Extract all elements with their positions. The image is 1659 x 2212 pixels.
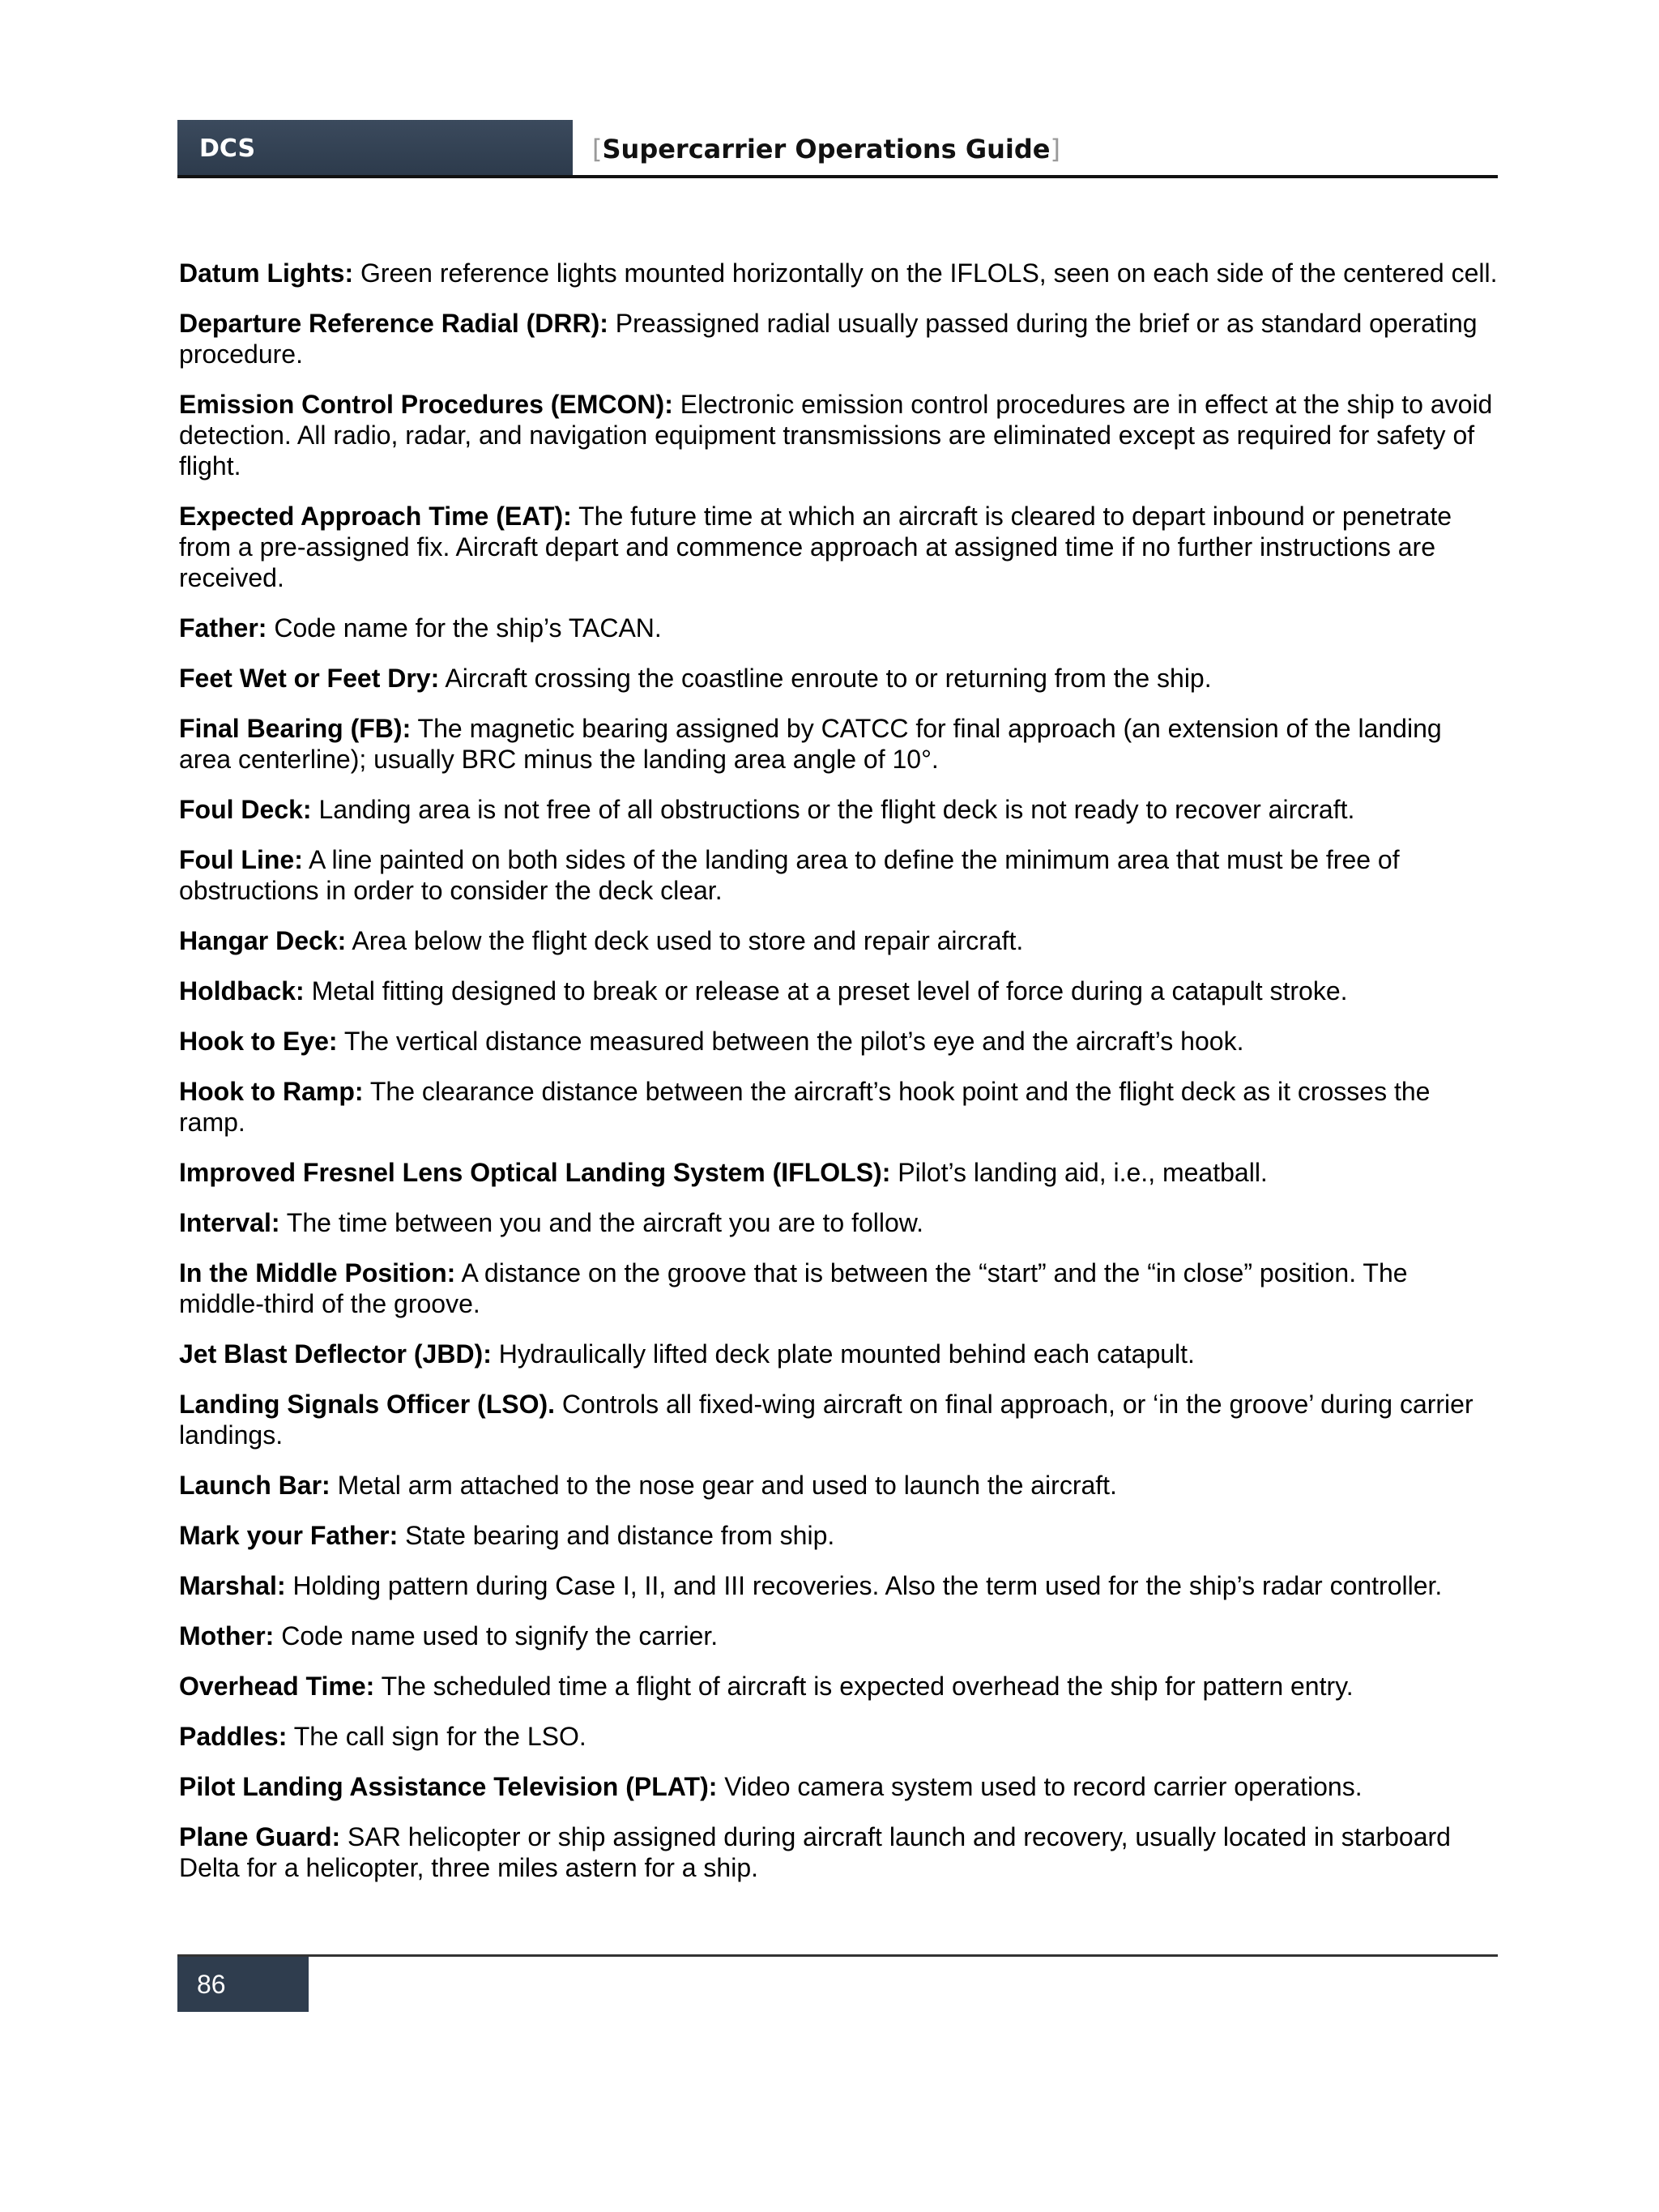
title-text: Supercarrier Operations Guide	[602, 134, 1051, 164]
glossary-entry	[179, 389, 1499, 481]
glossary-definition: Metal fitting designed to break or release at a preset level of force during a catapult stroke.	[304, 976, 1348, 1006]
glossary-term: Mark your Father:	[179, 1521, 399, 1550]
glossary-term: Holdback:	[179, 976, 305, 1006]
glossary-definition: Holding pattern during Case I, II, and III recoveries. Also the term used for the ship’s radar controller.	[285, 1571, 1443, 1600]
glossary-definition: Controls all fixed-wing aircraft on final approach, or ‘in the groove’ during carrier landings.	[179, 1390, 1473, 1450]
glossary-term: Hook to Eye:	[179, 1027, 338, 1056]
glossary-definition: Aircraft crossing the coastline enroute to or returning from the ship.	[439, 664, 1212, 693]
glossary-entry	[179, 258, 1499, 288]
glossary-term: Plane Guard:	[179, 1822, 341, 1851]
glossary-definition: The call sign for the LSO.	[287, 1722, 586, 1751]
glossary-definition: A distance on the groove that is between the “start” and the “in close” position. The middle-third of the groove.	[179, 1258, 1408, 1318]
glossary-definition: Code name used to signify the carrier.	[274, 1621, 719, 1650]
glossary-definition: Hydraulically lifted deck plate mounted behind each catapult.	[491, 1339, 1195, 1369]
glossary-entry	[179, 1258, 1499, 1319]
glossary-term: Mother:	[179, 1621, 275, 1650]
glossary-entry	[179, 1520, 1499, 1551]
glossary-definition: Pilot’s landing aid, i.e., meatball.	[890, 1158, 1268, 1187]
title-bracket-close: ]	[1050, 134, 1060, 164]
brand-block	[177, 120, 573, 178]
glossary-term: Overhead Time:	[179, 1672, 375, 1701]
glossary-definition: A line painted on both sides of the landing area to define the minimum area that must be free of obstructions in order to consider the deck clear.	[179, 845, 1400, 905]
glossary-definition: Green reference lights mounted horizontally on the IFLOLS, seen on each side of the centered cell.	[353, 258, 1498, 288]
glossary-definition: Code name for the ship’s TACAN.	[267, 613, 662, 643]
glossary-entry	[179, 1339, 1499, 1369]
glossary-entry	[179, 713, 1499, 775]
glossary-definition: State bearing and distance from ship.	[398, 1521, 835, 1550]
glossary-entry	[179, 844, 1499, 906]
glossary-entry	[179, 1207, 1499, 1238]
glossary-term: Foul Deck:	[179, 795, 312, 824]
glossary-term: Datum Lights:	[179, 258, 354, 288]
glossary-entry	[179, 308, 1499, 369]
glossary-term: Paddles:	[179, 1722, 288, 1751]
glossary-definition: Metal arm attached to the nose gear and used to launch the aircraft.	[330, 1471, 1117, 1500]
glossary-entry	[179, 613, 1499, 643]
glossary-entry	[179, 1621, 1499, 1651]
glossary-definition: Video camera system used to record carrier operations.	[717, 1772, 1363, 1801]
glossary-entry	[179, 925, 1499, 956]
glossary-term: Final Bearing (FB):	[179, 714, 412, 743]
glossary-entry	[179, 1721, 1499, 1752]
glossary-entry	[179, 1389, 1499, 1450]
page-number-box	[177, 1957, 309, 2012]
glossary-entry	[179, 1771, 1499, 1802]
page-number: 86	[197, 1970, 226, 1999]
glossary-term: Hangar Deck:	[179, 926, 347, 955]
glossary-entry	[179, 976, 1499, 1006]
document-title	[592, 134, 1060, 164]
glossary-term: Emission Control Procedures (EMCON):	[179, 390, 673, 419]
glossary-definition: Landing area is not free of all obstructions or the flight deck is not ready to recover aircraft.	[311, 795, 1355, 824]
glossary-entry	[179, 501, 1499, 593]
glossary-definition: The scheduled time a flight of aircraft is expected overhead the ship for pattern entry.	[374, 1672, 1354, 1701]
glossary-entry	[179, 1026, 1499, 1057]
page-header	[177, 120, 1498, 178]
glossary-term: In the Middle Position:	[179, 1258, 456, 1287]
glossary-term: Landing Signals Officer (LSO).	[179, 1390, 556, 1419]
glossary-entry	[179, 1821, 1499, 1883]
glossary-definition: Preassigned radial usually passed during the brief or as standard operating procedure.	[179, 309, 1478, 369]
glossary-entry	[179, 1671, 1499, 1702]
glossary-entry	[179, 663, 1499, 694]
glossary-term: Improved Fresnel Lens Optical Landing System (IFLOLS):	[179, 1158, 891, 1187]
glossary-term: Interval:	[179, 1208, 280, 1237]
glossary-entry	[179, 1157, 1499, 1188]
header-divider	[177, 175, 1498, 178]
glossary-term: Launch Bar:	[179, 1471, 331, 1500]
glossary-term: Father:	[179, 613, 267, 643]
glossary-definition: SAR helicopter or ship assigned during aircraft launch and recovery, usually located in starboard Delta for a helicopter, three miles astern for a ship.	[179, 1822, 1451, 1882]
glossary-term: Feet Wet or Feet Dry:	[179, 664, 440, 693]
glossary-term: Jet Blast Deflector (JBD):	[179, 1339, 492, 1369]
brand-label: DCS	[199, 135, 256, 163]
glossary-entry	[179, 1470, 1499, 1501]
glossary-entry	[179, 1570, 1499, 1601]
glossary-definition: The future time at which an aircraft is cleared to depart inbound or penetrate from a pre-assigned fix. Aircraft depart and commence approach at assigned time if no further instructions are received.	[179, 502, 1452, 592]
glossary-definition: The magnetic bearing assigned by CATCC for final approach (an extension of the landing area centerline); usually BRC minus the landing area angle of 10°.	[179, 714, 1442, 774]
glossary-term: Marshal:	[179, 1571, 286, 1600]
glossary-definition: Electronic emission control procedures are in effect at the ship to avoid detection. All radio, radar, and navigation equipment transmissions are eliminated except as required for safety of flight.	[179, 390, 1493, 480]
glossary-entry	[179, 1076, 1499, 1138]
glossary-entry	[179, 794, 1499, 825]
glossary-term: Expected Approach Time (EAT):	[179, 502, 572, 531]
glossary-definition: The vertical distance measured between the pilot’s eye and the aircraft’s hook.	[337, 1027, 1244, 1056]
glossary-list	[179, 258, 1499, 1902]
glossary-definition: The clearance distance between the aircraft’s hook point and the flight deck as it crosses the ramp.	[179, 1077, 1431, 1137]
glossary-term: Foul Line:	[179, 845, 303, 874]
glossary-term: Hook to Ramp:	[179, 1077, 364, 1106]
glossary-term: Departure Reference Radial (DRR):	[179, 309, 608, 338]
footer-divider	[177, 1954, 1498, 1957]
glossary-definition: The time between you and the aircraft you are to follow.	[279, 1208, 924, 1237]
title-bracket-open: [	[592, 134, 603, 164]
glossary-definition: Area below the flight deck used to store and repair aircraft.	[346, 926, 1024, 955]
glossary-term: Pilot Landing Assistance Television (PLAT):	[179, 1772, 718, 1801]
